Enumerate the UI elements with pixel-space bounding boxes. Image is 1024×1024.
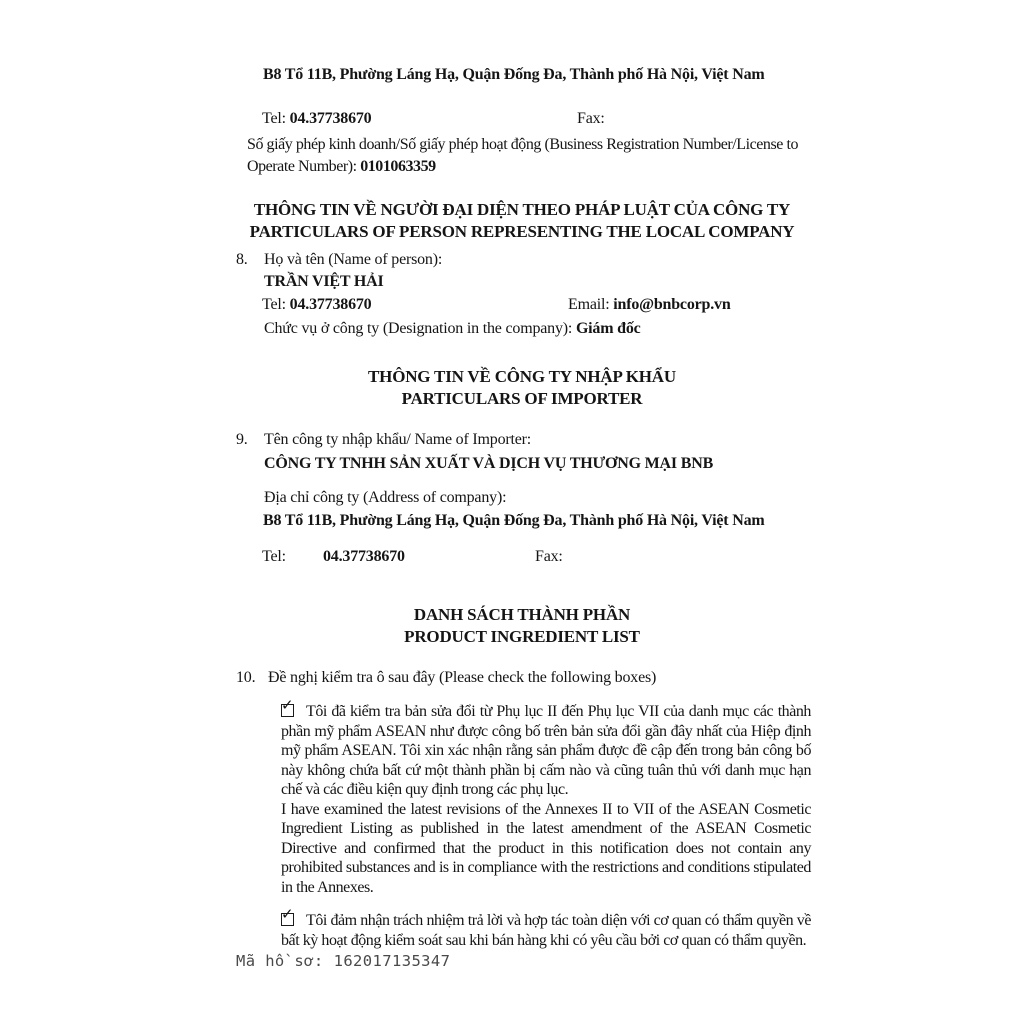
email-label: Email: [568, 296, 610, 313]
importer-heading-en: PARTICULARS OF IMPORTER [401, 389, 643, 408]
fax-label: Fax: [577, 110, 605, 127]
check-mark-icon: ✓ [281, 696, 294, 714]
designation-row [264, 318, 808, 340]
tel-value: 04.37738670 [289, 296, 372, 313]
item-number-8: 8. [236, 251, 248, 268]
ingredient-section-heading [236, 604, 808, 648]
importer-tel-fax-row [262, 546, 808, 568]
check-mark-icon: ✓ [281, 905, 294, 923]
ingredient-heading-en: PRODUCT INGREDIENT LIST [404, 627, 640, 646]
representative-heading-vi: THÔNG TIN VỀ NGƯỜI ĐẠI DIỆN THEO PHÁP LUẬT CỦA CÔNG TY [253, 200, 791, 219]
fax-label: Fax: [535, 548, 563, 565]
item-number-9: 9. [236, 431, 248, 448]
checkbox-instruction-row [236, 667, 808, 689]
tel-label: Tel: [262, 548, 286, 565]
tel-label: Tel: [262, 296, 286, 313]
company-tel-fax-row [262, 108, 808, 130]
person-name-value: TRẦN VIỆT HẢI [264, 273, 384, 290]
license-label: Số giấy phép kinh doanh/Số giấy phép hoạt động (Business Registration Number/License to Operate Number): [247, 136, 798, 175]
importer-address-label: Địa chỉ công ty (Address of company): [264, 489, 507, 506]
document-content [236, 64, 811, 950]
declaration-1-en-text: I have examined the latest revisions of the Annexes II to VII of the ASEAN Cosmetic Ingredient Listing as published in the latest amendment of the ASEAN Cosmetic Directive and confirmed that the product in this notification does not contain any prohibited substances and is in compliance with the restrictions and conditions stipulated in the Annexes. [281, 800, 811, 896]
dossier-code-value: 162017135347 [333, 952, 451, 970]
person-tel-email-row [262, 294, 808, 316]
declaration-1-en [281, 800, 811, 898]
importer-heading-vi: THÔNG TIN VỀ CÔNG TY NHẬP KHẨU [368, 367, 676, 386]
importer-name-value: CÔNG TY TNHH SẢN XUẤT VÀ DỊCH VỤ THƯƠNG MẠI BNB [264, 455, 714, 472]
declaration-2-vi [281, 905, 811, 950]
representative-heading-en: PARTICULARS OF PERSON REPRESENTING THE LOCAL COMPANY [249, 222, 795, 241]
name-of-person-label: Họ và tên (Name of person): [264, 251, 443, 268]
checkbox-checked-icon[interactable] [281, 696, 294, 717]
tel-value: 04.37738670 [289, 110, 372, 127]
designation-label: Chức vụ ở công ty (Designation in the company): [264, 320, 573, 337]
email-pair [568, 294, 731, 316]
dossier-code [236, 952, 450, 970]
designation-value: Giám đốc [575, 320, 641, 337]
checkbox-instruction-label: Đề nghị kiểm tra ô sau đây (Please check the following boxes) [268, 669, 657, 686]
declaration-1-vi [281, 696, 811, 800]
dossier-code-label: Mã hồ sơ: [236, 952, 324, 970]
declaration-2-vi-text: Tôi đảm nhận trách nhiệm trả lời và hợp tác toàn diện với cơ quan có thẩm quyền về bất kỳ hoạt động kiểm soát sau khi bán hàng khi có yêu cầu bởi cơ quan có thẩm quyền. [281, 912, 811, 949]
importer-name-label: Tên công ty nhập khẩu/ Name of Importer: [264, 431, 532, 448]
company-address-line: B8 Tổ 11B, Phường Láng Hạ, Quận Đống Đa, Thành phố Hà Nội, Việt Nam [263, 66, 765, 83]
checkbox-checked-icon[interactable] [281, 905, 294, 926]
field-name-of-person [236, 249, 808, 271]
importer-address-value: B8 Tổ 11B, Phường Láng Hạ, Quận Đống Đa, Thành phố Hà Nội, Việt Nam [263, 512, 765, 529]
importer-section-heading [236, 366, 808, 410]
email-value: info@bnbcorp.vn [613, 296, 731, 313]
license-number: 0101063359 [360, 157, 436, 175]
item-number-10: 10. [236, 669, 256, 686]
representative-section-heading [236, 199, 808, 243]
field-name-of-importer [236, 429, 808, 451]
ingredient-heading-vi: DANH SÁCH THÀNH PHẦN [413, 605, 631, 624]
tel-value: 04.37738670 [323, 548, 405, 565]
declaration-1-vi-text: Tôi đã kiểm tra bản sửa đổi từ Phụ lục II đến Phụ lục VII của danh mục các thành phần mỹ phẩm ASEAN như được công bố trên bản sửa đổi gần đây nhất của Hiệp định mỹ phẩm ASEAN. Tôi xin xác nhận rằng sản phẩm được đề cập đến trong bản công bố này không chứa bất cứ một thành phần bị cấm nào và cũng tuân thủ với danh mục hạn chế và các điều kiện quy định trong các phụ lục. [281, 703, 811, 798]
license-paragraph [247, 134, 808, 177]
tel-label: Tel: [262, 110, 286, 127]
